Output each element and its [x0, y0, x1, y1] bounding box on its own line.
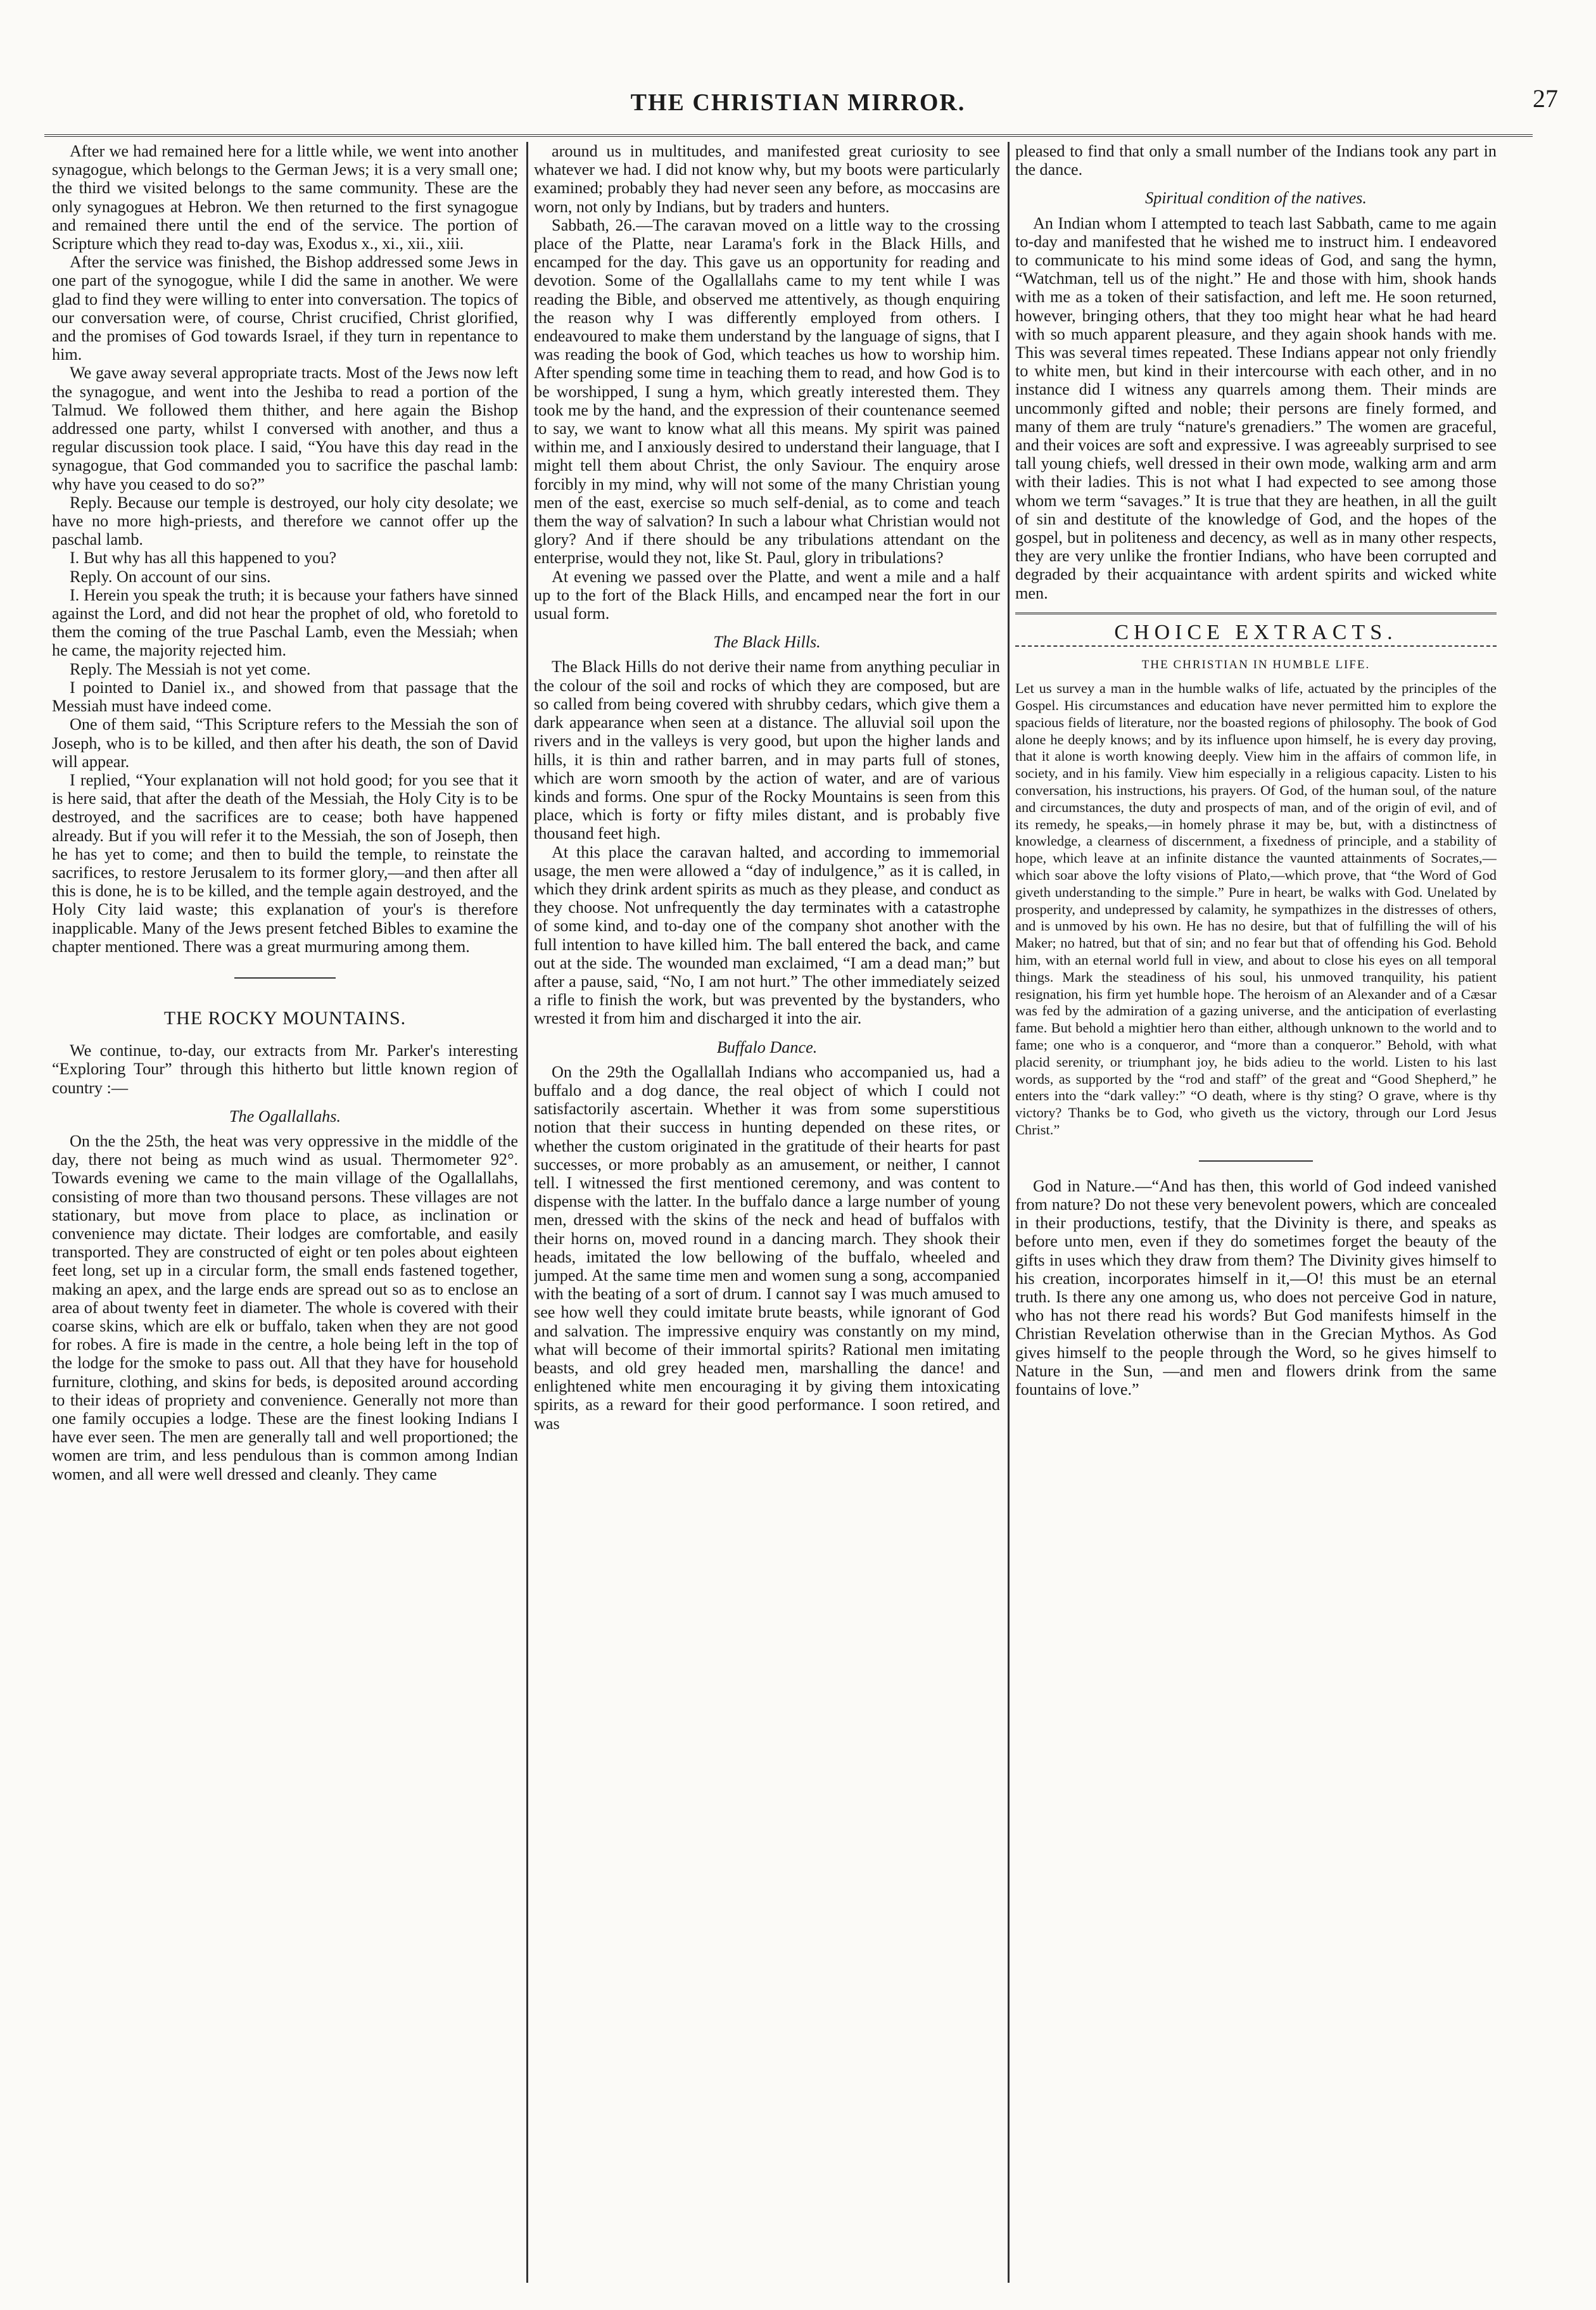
choice-extracts-heading: CHOICE EXTRACTS. — [1114, 620, 1398, 644]
paragraph: We continue, to-day, our extracts from Mr. Parker's interesting “Exploring Tour” through this hitherto but little known region of country :— — [52, 1041, 518, 1097]
paragraph: God in Nature.—“And has then, this world of God indeed vanished from nature? Do not these very benevolent powers, which are concealed in their productions, testify, that the Divinity is there, and speaks as before unto men, even if they do sometimes forget the beauty of the gifts in uses which they draw from them? The Divinity gives himself to his creation, incorporates himself in it,—O! this must be an eternal truth. Is there any one among us, who does not perceive God in nature, who has not there read his words? But God manifests himself in the Christian Revelation otherwise than in the Grecian Mythos. As God gives himself to the people through the Word, so he gives himself to Nature in the Sun, —and men and flowers drink from the same fountains of love.” — [1015, 1176, 1497, 1399]
paragraph: At this place the caravan halted, and according to immemorial usage, the men were allowed a “day of indulgence,” as it is called, in which they drink ardent spirits as much as they please, and conduct as they choose. Not unfrequently the day terminates with a catastrophe of some kind, and to-day one of the company shot another with the full intention to have killed him. The ball entered the back, and came out at the side. The wounded man exclaimed, “I am a dead man;” but after a pause, said, “No, I am not hurt.” The other immediately seized a rifle to finish the work, but was prevented by the bystanders, who wrested it from him and discharged it into the air. — [534, 842, 1000, 1028]
section-rule — [234, 977, 336, 979]
page-header — [0, 84, 1596, 127]
header-rule — [44, 134, 1533, 137]
paragraph: Reply. The Messiah is not yet come. — [70, 659, 311, 678]
paragraph: On the 29th the Ogallallah Indians who accompanied us, had a buffalo and a dog dance, the real object of which I could not satisfactorily ascertain. Whether it was from some superstitious notion that their success in hunting depended on these rites, or whether the custom originated in the gratitude of their hearts for past successes, or more probably as an amusement, or neither, I cannot tell. I witnessed the first mentioned ceremony, and was content to dispense with the latter. In the buffalo dance a large number of young men, dressed with the skins of the neck and head of buffalos with their horns on, moved round in a dancing march. They shook their heads, imitated the low bellowing of the buffalo, wheeled and jumped. At the same time men and women sung a song, accompanied with the beating of a sort of drum. I cannot say I was much amused to see how well they could imitate brute beasts, while ignorant of God and salvation. The impressive enquiry was constantly on my mind, what will become of their immortal spirits? Rational men imitating beasts, and old grey headed men, marshalling the dance! and enlightened white men encouraging it by giving them intoxicating spirits, as a reward for their good performance. I soon retired, and was — [534, 1062, 1000, 1433]
black-hills-heading: The Black Hills. — [713, 633, 821, 652]
section-rule — [1199, 1160, 1313, 1162]
paragraph: pleased to find that only a small number of the Indians took any part in the dance. — [1015, 142, 1497, 179]
paragraph: Let us survey a man in the humble walks of life, actuated by the principles of the Gospel. His circumstances and education have never permitted him to explore the spacious fields of literature, nor the boasted regions of philosophy. The book of God alone he deeply knows; and by its influence upon himself, he is every day proving, that it alone is worth knowing deeply. View him in the affairs of common life, in society, and in his family. View him especially in a religious capacity. Listen to his conversation, his instructions, his prayers. Of God, of the human soul, of the nature and circumstances, the duty and prospects of man, and of the origin of evil, and of its remedy, he speaks,—in homely phrase it may be, but, with a distinctness of knowledge, a clearness of discernment, a fixedness of principle, and a stability of hope, which leave at an infinite distance the vaunted attainments of Socrates,—which soar above the lofty visions of Plato,—which prove, that “the Word of God giveth understanding to the simple.” Pure in heart, be walks with God. Unelated by prosperity, and undepressed by calamity, he sympathizes in the distresses of others, and is unmoved by his own. He has no desire, but that of fulfilling the will of his Maker; no hatred, but that of sin; and no fear but that of offending his God. Behold him, with an eternal world full in view, and about to close his eyes on all temporal things. Mark the steadiness of his soul, his unmoved tranquility, his patient resignation, his firm yet humble hope. The heroism of an Alexander and of a Cæsar was fed by the admiration of a gazing universe, and the anticipation of everlasting fame. But behold a mightier hero than either, although unknown to the world and to fame; one who is a conqueror, and “more than a conqueror.” Behold, with what placid serenity, or triumphant joy, he bids adieu to the world. Listen to his last words, as supported by the “rod and staff” of the great and “Good Shepherd,” he enters into the “dark valley:” “O death, where is thy sting? O grave, where is thy victory? Thanks be to God, who giveth us the victory, through our Lord Jesus Christ.” — [1015, 680, 1497, 1138]
column-2 — [534, 142, 1000, 2289]
ogallallahs-heading: The Ogallallahs. — [229, 1107, 341, 1126]
paragraph: I. Herein you speak the truth; it is because your fathers have sinned against the Lord, and did not hear the prophet of old, who foretold to them the coming of the true Paschal Lamb, even the Messiah; when he came, the majority rejected him. — [52, 585, 518, 660]
paragraph: After the service was finished, the Bishop addressed some Jews in one part of the synogogue, while I did the same in another. We were glad to find they were willing to enter into conversation. The topics of our conversation were, of course, Christ crucified, Christ glorified, and the promises of God towards Israel, if they turn in repentance to him. — [52, 253, 518, 364]
column-divider — [1008, 142, 1010, 2283]
spiritual-condition-heading: Spiritual condition of the natives. — [1145, 189, 1367, 208]
column-1 — [52, 142, 518, 2289]
page-number: 27 — [1533, 84, 1558, 113]
paragraph: We gave away several appropriate tracts. Most of the Jews now left the synagogue, and went into the Jeshiba to read a portion of the Talmud. We followed them thither, and here again the Bishop addressed one party, whilst I conversed with another, and thus a regular discussion took place. I said, “You have this day read in the synagogue, that God commanded you to sacrifice the paschal lamb: why have you ceased to do so?” — [52, 364, 518, 493]
paragraph: After we had remained here for a little while, we went into another synagogue, which belongs to the German Jews; it is a very small one; the third we visited belongs to the same community. These are the only synagogues at Hebron. We then returned to the first synagogue and remained there until the end of the service. The portion of Scripture which they read to-day was, Exodus x., xi., xii., xiii. — [52, 142, 518, 253]
paragraph: I pointed to Daniel ix., and showed from that passage that the Messiah must have indeed come. — [52, 678, 518, 716]
paragraph: One of them said, “This Scripture refers to the Messiah the son of Joseph, who is to be killed, and then after his death, the son of David will appear. — [52, 715, 518, 771]
paragraph: The Black Hills do not derive their name from anything peculiar in the colour of the soil and rocks of which they are composed, but are so called from being covered with shrubby cedars, which give them a dark appearance when seen at a distance. The alluvial soil upon the rivers and in the valleys is very good, but upon the higher lands and hills, it is thin and rather barren, and in may parts full of stones, which are worn smooth by the action of water, and are of various kinds and forms. One spur of the Rocky Mountains is seen from this place, which is forty or fifty miles distant, and is probably five thousand feet high. — [534, 657, 1000, 843]
paragraph: An Indian whom I attempted to teach last Sabbath, came to me again to-day and manifested that he wished me to instruct him. I endeavored to communicate to his mind some ideas of God, and sang the hymn, “Watchman, tell us of the night.” He and those with him, shook hands with me as a token of their satisfaction, and left me. He soon returned, however, bringing others, that they too might hear what he had heard with so much apparent pleasure, and they again shook hands with me. This was several times repeated. These Indians appear not only friendly to white men, but kind in their intercourse with each other, and in no instance did I witness any quarrels among them. Their minds are uncommonly gifted and noble; their persons are finely formed, and many of them are truly “nature's grenadiers.” The women are graceful, and their voices are soft and expressive. I was agreeably surprised to see tall young chiefs, well dressed in their own mode, walking arm and arm with their ladies. This is not what I had expected to see among those whom we term “savages.” It is true that they are heathen, in all the guilt of sin and destitute of the knowledge of God, and the hopes of the gospel, but in politeness and decency, as well as in many other respects, they are very unlike the frontier Indians, who have been corrupted and degraded by their acquaintance with ardent spirits and wicked white men. — [1015, 213, 1497, 602]
section-rule — [1015, 645, 1497, 647]
paragraph: around us in multitudes, and manifested great curiosity to see whatever we had. I did not know why, but my boots were particularly examined; probably they had never seen any before, as moccasins are worn, not only by Indians, but by traders and hunters. — [534, 142, 1000, 216]
section-rule — [1015, 612, 1497, 614]
paragraph: At evening we passed over the Platte, and went a mile and a half up to the fort of the Black Hills, and encamped near the fort in our usual form. — [534, 567, 1000, 623]
paragraph: Reply. On account of our sins. — [70, 567, 271, 586]
rocky-mountains-heading: THE ROCKY MOUNTAINS. — [163, 1007, 407, 1029]
humble-life-heading: THE CHRISTIAN IN HUMBLE LIFE. — [1141, 658, 1371, 672]
paragraph: On the the 25th, the heat was very oppressive in the middle of the day, there not being as much wind as usual. Thermometer 92°. Towards evening we came to the main village of the Ogallallahs, consisting of more than two thousand persons. These villages are not stationary, but move from place to place, as inclination or convenience may dictate. Their lodges are comfortable, and easily transported. They are constructed of eight or ten poles about eighteen feet long, set up in a circular form, the small ends fastened together, making an apex, and the large ends are spread out so as to enclose an area of about twenty feet in diameter. The whole is covered with their coarse skins, which are elk or buffalo, taken when they are not good for robes. A fire is made in the centre, a hole being left in the top of the lodge for the smoke to pass out. All that they have for household furniture, clothing, and skins for beds, is deposited around according to their ideas of propriety and convenience. Generally not more than one family occupies a lodge. These are the finest looking Indians I have ever seen. The men are generally tall and well proportioned; the women are trim, and less pendulous than is common among Indian women, and all were well dressed and cleanly. They came — [52, 1131, 518, 1483]
paragraph: Reply. Because our temple is destroyed, our holy city desolate; we have no more high-priests, and therefore we cannot offer up the paschal lamb. — [52, 493, 518, 549]
buffalo-dance-heading: Buffalo Dance. — [716, 1038, 818, 1057]
paragraph: Sabbath, 26.—The caravan moved on a little way to the crossing place of the Platte, near Larama's fork in the Black Hills, and encamped for the day. This gave us an opportunity for reading and devotion. Some of the Ogallallahs came to my tent while I was reading the Bible, and observed me attentively, as though enquiring the reason why I was differently employed from others. I endeavoured to make them understand by the language of signs, that I was reading the book of God, which teaches us how to worship him. After spending some time in teaching them to read, and how God is to be worshipped, I sung a hym, which greatly interested them. They took me by the hand, and the expression of their countenance seemed to say, we want to know what all this means. My spirit was pained within me, and I anxiously desired to understand their language, that I might tell them about Christ, the only Saviour. The enquiry arose forcibly in my mind, why will not some of the many Christian young men of the east, exercise so much self-denial, as to come and teach them the way of salvation? In such a labour what Christian would not glory? And if there should be any tribulations attendant on the enterprise, would they not, like St. Paul, glory in tribulations? — [534, 215, 1000, 568]
paragraph: I. But why has all this happened to you? — [70, 549, 337, 568]
extract-block — [1015, 680, 1497, 1139]
paragraph: I replied, “Your explanation will not hold good; for you see that it is here said, that after the death of the Messiah, the Holy City is to be destroyed, and the sacrifices are to cease; both have happened already. But if you will refer it to the Messiah, the son of Joseph, then he has yet to come; and then to build the temple, to reinstate the sacrifices, to restore Jerusalem to its former glory,—and then after all this is done, he is to be killed, and the temple again destroyed, and the Holy City laid waste; this explanation of your's is therefore inapplicable. Many of the Jews present fetched Bibles to examine the chapter mentioned. There was a great murmuring among them. — [52, 770, 518, 956]
column-divider — [526, 142, 528, 2283]
column-3 — [1015, 142, 1497, 2289]
newspaper-title: THE CHRISTIAN MIRROR. — [630, 89, 966, 116]
